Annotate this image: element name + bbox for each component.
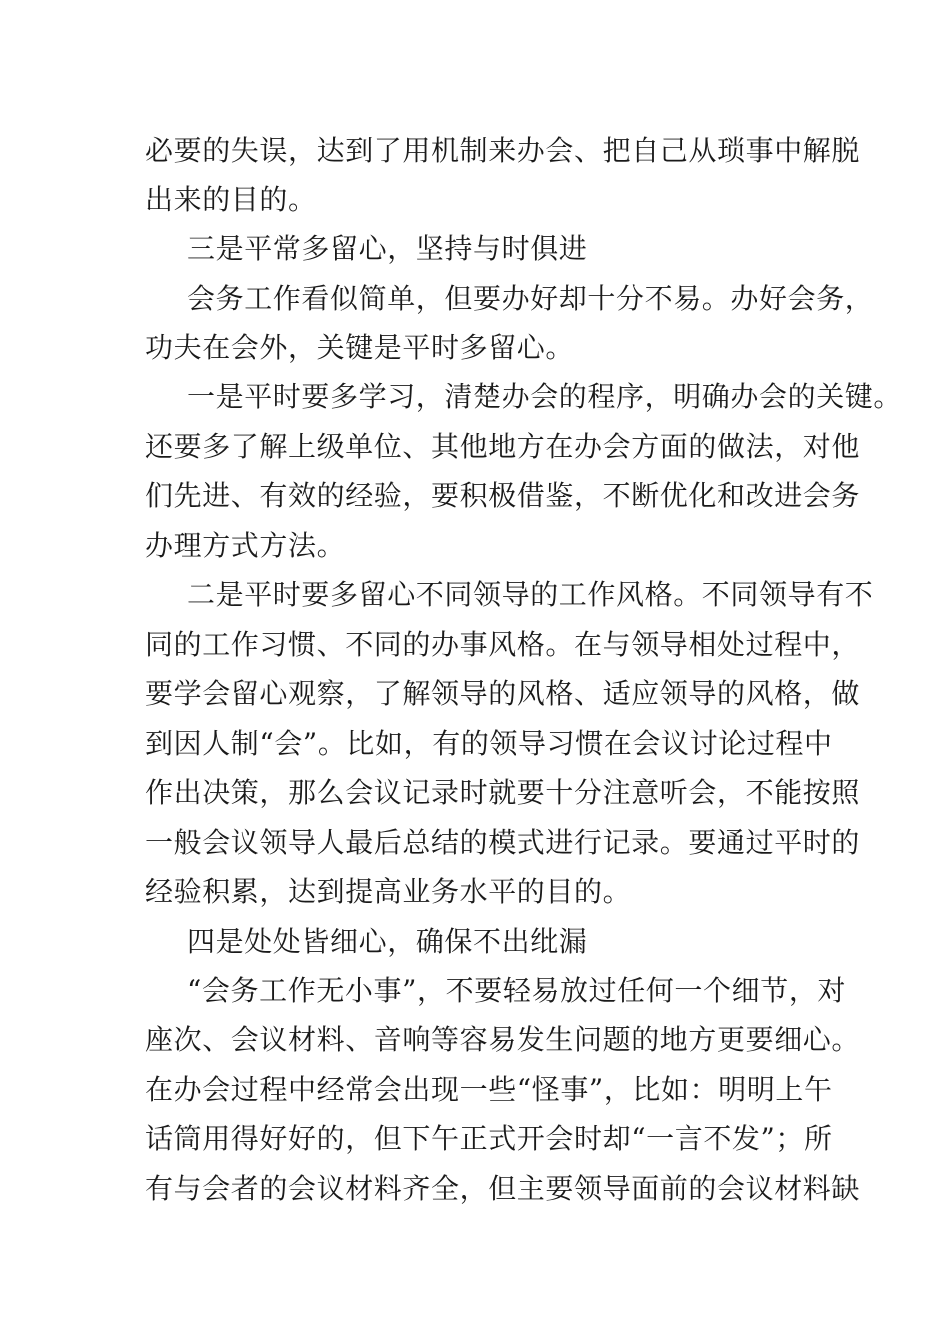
text-line: 出来的目的。 (145, 183, 317, 216)
text-line: 们先进、有效的经验，要积极借鉴，不断优化和改进会务 (145, 479, 861, 512)
text-line: 办理方式方法。 (145, 529, 346, 562)
section-heading: 四是处处皆细心，确保不出纰漏 (187, 925, 588, 958)
text-line: 一是平时要多学习，清楚办会的程序，明确办会的关键。 (187, 380, 903, 413)
text-line: 二是平时要多留心不同领导的工作风格。不同领导有不 (187, 578, 874, 611)
section-heading: 三是平常多留心，坚持与时俱进 (187, 232, 588, 265)
text-line: 经验积累，达到提高业务水平的目的。 (145, 875, 632, 908)
text-line: 座次、会议材料、音响等容易发生问题的地方更要细心。 (145, 1023, 861, 1056)
text-line: 功夫在会外，关键是平时多留心。 (145, 331, 575, 364)
text-line: 一般会议领导人最后总结的模式进行记录。要通过平时的 (145, 826, 861, 859)
text-line: 话筒用得好好的，但下午正式开会时却“一言不发”；所 (145, 1122, 833, 1155)
text-line: 必要的失误，达到了用机制来办会、把自己从琐事中解脱 (145, 134, 861, 167)
text-line: 有与会者的会议材料齐全，但主要领导面前的会议材料缺 (145, 1172, 861, 1205)
text-line: 要学会留心观察，了解领导的风格、适应领导的风格，做 (145, 677, 861, 710)
text-line: 作出决策，那么会议记录时就要十分注意听会，不能按照 (145, 776, 861, 809)
text-line: 会务工作看似简单，但要办好却十分不易。办好会务， (187, 282, 874, 315)
text-line: 还要多了解上级单位、其他地方在办会方面的做法，对他 (145, 430, 861, 463)
text-line: “会务工作无小事”，不要轻易放过任何一个细节，对 (187, 974, 847, 1007)
text-line: 在办会过程中经常会出现一些“怪事”，比如：明明上午 (145, 1073, 833, 1106)
text-line: 同的工作习惯、不同的办事风格。在与领导相处过程中， (145, 628, 861, 661)
text-line: 到因人制“会”。比如，有的领导习惯在会议讨论过程中 (145, 727, 833, 760)
